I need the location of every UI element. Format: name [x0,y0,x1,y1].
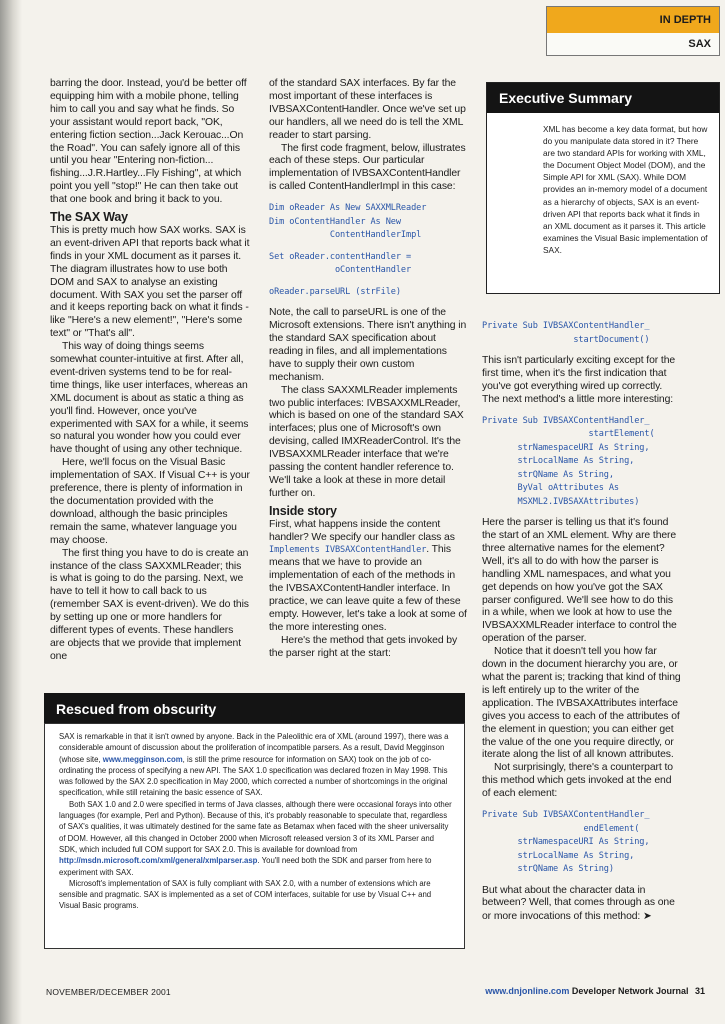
col1-paragraph: This is pretty much how SAX works. SAX is an event-driven API that reports back what it finds in your XML document as it parses it. The diagram illustrates how to use both DOM and SAX to analyse an existing document. With SAX you set the parser off and it keeps reporting back on what it finds - like "Here's a new element!", "Here's some text" or "That's all". [50,224,250,340]
col3-paragraph: This isn't particularly exciting except for the first time, when it's the first indication that you've got everything wired up correctly. The next method's a little more interesting: [482,355,676,405]
sidebar-paragraph: Microsoft's implementation of SAX is fully compliant with SAX 2.0, with a number of extensions which are sensible and pragmatic. SAX is implemented as a set of COM interfaces, suitable for use by Visual C++ and Visual Basic programs. [59,878,432,911]
executive-summary-box [486,82,720,294]
code-block: Private Sub IVBSAXContentHandler_ startDocument() [482,321,650,345]
text-run: , is still the prime resource for information on SAX) took on the job of co-ordinating the process of specifying a new API. The SAX 1.0 specification was declared frozen in May 1998. This was followed by the SAX 2.0 specification in May 2000, which corrected a number of shortcomings in the original specification, while still retaining the basic essence of SAX. [59,754,448,798]
text-run: Both SAX 1.0 and 2.0 were specified in terms of Java classes, although there were occasional forays into other languages (for example, Perl and Python). Because of this, it's probably reasonable to speculate that, regardless of SAX's qualities, it was ultimately destined for the same fate as Betamax when faced with the sheer universality of DOM. However, all this changed in October 2000 when Microsoft released version 3 of its XML Parser and SDK, which included full COM support for SAX 2.0. This is available for download from [59,799,452,854]
text-run: First, what happens inside the content handler? We specify our handler class as [269,518,455,543]
col3-paragraph: Not surprisingly, there's a counterpart to this method which gets invoked at the end of each element: [482,762,673,800]
col3-paragraph: Here the parser is telling us that it's found the start of an XML element. Why are there three alternative names for the element? Well, it's all to do with how the parser is handling XML namespaces, and what you get depends on how you've got the SAX parser configured. We'll see how to do this in a while, when we look at how to use the IVBSAXXMLReader interface to control the operation of the parser. [482,517,677,645]
inline-code: Implements IVBSAXContentHandler [269,545,427,556]
page-number: 31 [694,986,705,996]
text-run: SAX is remarkable in that it isn't owned by anyone. Back in the Paleolithic era of XML (around 1997), there was a considerable amount of discussion about the proliferation of incompatible parsers. As a result, David Megginson (whose site, [59,732,449,764]
heading-the-sax-way: The SAX Way [50,210,128,225]
col1-paragraph: This way of doing things seems somewhat counter-intuitive at first. After all, event-driven systems tend to be for real-time things, like user interfaces, whereas an XML document is about as static a thing as you'll find. However, once you've experimented with SAX for a while, it seems so natural you wonder how you could ever have thought of using any other technique. [50,341,249,456]
topic-label: SAX [688,38,711,50]
col3-paragraph [482,885,682,925]
section-header [546,6,720,56]
sidebar-paragraph [59,731,454,799]
sidebar-paragraph [59,799,454,878]
code-block: Set oReader.contentHandler = oContentHandler [269,251,412,276]
col1-paragraph: Here, we'll focus on the Visual Basic implementation of SAX. If Visual C++ is your preference, there is plenty of information in the documentation provided with the download, although the basic principles remain the same, whatever language you may choose. [50,457,250,546]
code-block: Dim oReader As New SAXXMLReader Dim oContentHandler As New ContentHandlerImpl [269,203,427,241]
megginson-link[interactable]: www.megginson.com [102,754,183,764]
code-block: Private Sub IVBSAXContentHandler_ endElement( strNamespaceURI As String, strLocalName As String, strQName As String) [482,810,650,875]
footer-journal: Developer Network Journal [571,986,689,996]
col2-paragraph: The first code fragment, below, illustrates each of these steps. Our particular implementation of IVBSAXContentHandler is called ContentHandlerImpl in this case: [269,142,466,193]
text-run: . This means that we have to provide an implementation of each of the methods in the IVBSAXContentHandler interface. In practice, we can leave quite a few of these empty. However, let's take a look at some of the more interesting ones. [269,544,467,633]
section-label: IN DEPTH [547,7,719,33]
sidebar-body [44,723,465,949]
code-block: Private Sub IVBSAXContentHandler_ startElement( strNamespaceURI As String, strLocalName As String, strQName As String, ByVal oAttributes As MSXML2.IVBSAXAttributes) [482,415,655,507]
col2-paragraph: The class SAXXMLReader implements two public interfaces: IVBSAXXMLReader, which is based on one of the standard SAX interfaces; plus one of Microsoft's own devising, called IMXReaderControl. It's the IVBSAXXMLReader interface that we're passing the content handler reference to. We'll take a look at these in more detail further on. [269,384,464,499]
executive-summary-title: Executive Summary [487,83,719,113]
col2-paragraph: of the standard SAX interfaces. By far the most important of these interfaces is IVBSAXContentHandler. Once we've set up our handlers, all we need do is tell the XML reader to start parsing. [269,78,466,141]
code-block: oReader.parseURL (strFile) [269,286,401,297]
sidebar-title: Rescued from obscurity [44,693,465,723]
col1-paragraph: The first thing you have to do is create an instance of the class SAXXMLReader; this is what is going to do the parsing. Next, we have to tell it how to call back to us (remember SAX is event-driven). We do this by setting up one or more handlers for different types of events. These handlers are objects that we provide that implement one [50,547,249,662]
sidebar-rescued-box [44,693,465,949]
continue-arrow-icon: ➤ [643,910,652,923]
executive-summary-text: XML has become a key data format, but how do you manipulate data stored in it? There are two standard APIs for working with XML, the Document Object Model (DOM), and the Simple API for XML (SAX). While DOM provides an in-memory model of a document as a hierarchy of objects, SAX is an event-driven API that reports back what it finds in an XML document as it parses it. This article examines the Visual Basic implementation of SAX. [543,124,708,255]
col3-paragraph: Notice that it doesn't tell you how far down in the document hierarchy you are, or what the parent is; tracking that kind of thing is left entirely up to the writer of the application. The IVBSAXAttributes interface gives you access to each of the attributes of the element in question; you can either get the value of the one you require directly, or iterate along the list of all known attributes. [482,646,681,761]
footer-url[interactable]: www.dnjonline.com [485,986,570,996]
page-binding-shadow [0,0,22,1024]
col1-paragraph: barring the door. Instead, you'd be better off equipping him with a mobile phone, telling him to call you and say what he finds. So your assistant would report back, "OK, entering fiction section...Jack Kerouac...On the Road". You can safely ignore all of this until you hear "Entering non-fiction... fishing...J.R.Hartley...Fly Fishing", at which point you yell "stop!" He can then take out that one book and bring it back to you. [50,78,247,206]
msdn-link[interactable]: http://msdn.microsoft.com/xml/general/xmlparser.asp [59,856,258,866]
col2-paragraph [269,519,469,635]
text-run: But what about the character data in between? Well, that comes through as one or more invocations of this method: [482,884,675,923]
col2-paragraph: Note, the call to parseURL is one of the Microsoft extensions. There isn't anything in the standard SAX specification about reading in files, and all implementations have to supply their own custom mechanism. [269,307,467,383]
text-run: . You'll need both the SDK and parser from here to experiment with SAX. [59,856,432,877]
col2-paragraph: Here's the method that gets invoked by the parser right at the start: [269,634,458,659]
footer-date: NOVEMBER/DECEMBER 2001 [46,987,171,997]
column-1 [50,78,250,664]
heading-inside-story: Inside story [269,503,337,518]
column-3 [482,321,682,924]
column-2 [269,78,469,661]
footer-credit [485,986,705,996]
